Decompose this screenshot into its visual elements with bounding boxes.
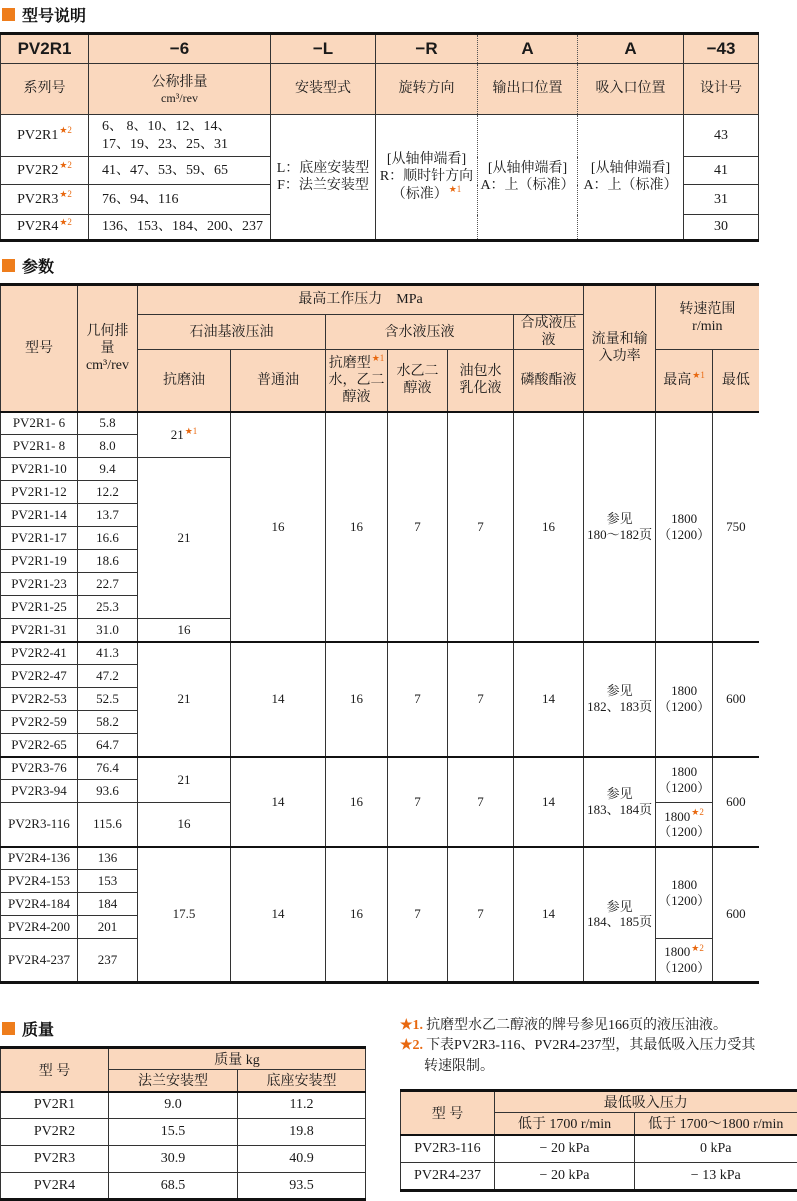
antiwear-oil-cell: 16: [138, 619, 231, 642]
speed-max-cell: 1800 （1200）: [656, 847, 713, 939]
inlet-options-cell: [578, 115, 684, 241]
mass-model-cell: PV2R1: [1, 1092, 109, 1119]
mass-model-cell: PV2R4: [1, 1173, 109, 1200]
notes-section: [400, 1014, 784, 1201]
note-marker: ★1: [371, 353, 385, 364]
flow-reference-cell: 参见 180～182页: [584, 412, 656, 642]
series-name: PV2R2: [17, 162, 59, 178]
speed-max-cell: 1800 （1200）: [656, 757, 713, 803]
series-cell: [1, 185, 89, 215]
displacement-cell: 64.7: [78, 734, 138, 757]
header-phosphate: 磷酸酯液: [514, 350, 584, 412]
rotation-value: [376, 168, 477, 203]
displacement-cell: 237: [78, 939, 138, 983]
flow-reference-cell: 参见 183、184页: [584, 757, 656, 847]
speed-min-cell: 600: [713, 757, 759, 847]
mounting-options-cell: [271, 115, 376, 241]
water-glycol-cell: 7: [388, 642, 448, 757]
label-mounting: 安装型式: [271, 64, 376, 115]
displacement-cell: 136: [78, 847, 138, 870]
model-designation-table: [0, 32, 759, 242]
model-cell: PV2R3-76: [1, 757, 78, 780]
ordinary-oil-cell: 14: [231, 757, 326, 847]
displacement-cell: 201: [78, 916, 138, 939]
outlet-options-cell: [478, 115, 578, 241]
mount-option-f: F：法兰安装型: [277, 178, 369, 193]
water-glycol-cell: 7: [388, 757, 448, 847]
model-cell: PV2R1-25: [1, 596, 78, 619]
phosphate-cell: 14: [514, 757, 584, 847]
label-outlet: 输出口位置: [478, 64, 578, 115]
code-outlet: A: [478, 34, 578, 64]
inlet-view-note: [从轴伸端看]: [590, 160, 671, 176]
header-water-fluid: 含水液压液: [326, 315, 514, 350]
rotation-options-cell: [376, 115, 478, 241]
speed-max-cell: [656, 803, 713, 847]
design-number-cell: 30: [684, 215, 759, 241]
design-number-cell: 31: [684, 185, 759, 215]
series-cell: [1, 215, 89, 241]
footnotes: [400, 1016, 758, 1077]
flow-reference-cell: 参见 184、185页: [584, 847, 656, 983]
heading-text: 参数: [22, 259, 55, 276]
suction-model-cell: PV2R3-116: [401, 1135, 495, 1163]
suction-header-group: 最低吸入压力: [495, 1091, 797, 1113]
suction-value-cell: − 13 kPa: [635, 1163, 797, 1191]
phosphate-cell: 16: [514, 412, 584, 642]
design-number-cell: 43: [684, 115, 759, 157]
mass-flange-cell: 15.5: [109, 1119, 238, 1146]
value: 1800: [664, 808, 691, 824]
rotation-view-note: [从轴伸端看]: [386, 151, 467, 167]
model-designation-heading: [2, 3, 758, 26]
displacement-cell: 93.6: [78, 780, 138, 803]
label-displacement-unit: cm³/rev: [161, 90, 198, 105]
note-marker: ★2: [59, 216, 72, 227]
header-speed-max: [656, 350, 713, 412]
displacement-cell: 8.0: [78, 435, 138, 458]
code-design: −43: [684, 34, 759, 64]
displacement-cell: 13.7: [78, 504, 138, 527]
model-cell: PV2R1- 8: [1, 435, 78, 458]
displacement-cell: 25.3: [78, 596, 138, 619]
footnote-2-text: 下表PV2R3-116、PV2R4-237型，其最低吸入压力受其: [426, 1038, 756, 1054]
header-ordinary-oil: 普通油: [231, 350, 326, 412]
header-antiwear-type-text2: 水，乙二醇液: [328, 372, 385, 405]
mass-foot-cell: 40.9: [238, 1146, 366, 1173]
displacement-cell: 184: [78, 893, 138, 916]
mass-header-flange: 法兰安装型: [109, 1070, 238, 1092]
mass-flange-cell: 68.5: [109, 1173, 238, 1200]
value: 21: [170, 426, 184, 442]
mass-model-cell: PV2R2: [1, 1119, 109, 1146]
model-cell: PV2R4-237: [1, 939, 78, 983]
antiwear-oil-cell: 16: [138, 803, 231, 847]
model-cell: PV2R2-59: [1, 711, 78, 734]
parameters-table: [0, 283, 759, 984]
displacement-list: 41、47、53、59、65: [89, 157, 271, 185]
speed-min-cell: 750: [713, 412, 759, 642]
heading-text: 型号说明: [22, 8, 87, 25]
series-name: PV2R1: [17, 127, 59, 143]
displacement-cell: 58.2: [78, 711, 138, 734]
model-cell: PV2R3-116: [1, 803, 78, 847]
footnote-2: [400, 1036, 758, 1056]
design-number-cell: 41: [684, 157, 759, 185]
model-cell: PV2R1-19: [1, 550, 78, 573]
parameters-heading: [2, 254, 758, 277]
note-marker: ★1: [448, 184, 462, 195]
heading-text: 质量: [22, 1022, 55, 1040]
header-speed-min: 最低: [713, 350, 759, 412]
model-cell: PV2R1- 6: [1, 412, 78, 435]
code-displacement: −6: [89, 34, 271, 64]
header-speed-range: 转速范围 r/min: [656, 285, 759, 350]
displacement-cell: 9.4: [78, 458, 138, 481]
model-cell: PV2R4-136: [1, 847, 78, 870]
note-marker: ★2: [59, 189, 72, 200]
header-antiwear-oil: 抗磨油: [138, 350, 231, 412]
water-glycol-cell: 7: [388, 412, 448, 642]
value: （1200）: [658, 824, 711, 840]
displacement-cell: 16.6: [78, 527, 138, 550]
orange-square-icon: [2, 1022, 15, 1035]
series-cell: [1, 157, 89, 185]
model-cell: PV2R1-31: [1, 619, 78, 642]
displacement-cell: 76.4: [78, 757, 138, 780]
header-water-glycol: 水乙二 醇液: [388, 350, 448, 412]
header-petroleum-oil: 石油基液压油: [138, 315, 326, 350]
antiwear-oil-cell: 21: [138, 757, 231, 803]
suction-header-model: 型 号: [401, 1091, 495, 1135]
ordinary-oil-cell: 14: [231, 642, 326, 757]
mass-header-model: 型 号: [1, 1048, 109, 1092]
footnote-1-text: 抗磨型水乙二醇液的牌号参见166页的液压油液。: [426, 1018, 728, 1034]
bottom-section: [0, 1014, 784, 1201]
code-mounting: −L: [271, 34, 376, 64]
displacement-list: 6、 8、10、12、14、 17、19、23、25、31: [89, 115, 271, 157]
note-marker: ★2: [691, 942, 704, 953]
model-cell: PV2R2-41: [1, 642, 78, 665]
outlet-value: A：上（标准）: [480, 178, 575, 193]
code-series: PV2R1: [1, 34, 89, 64]
model-cell: PV2R1-12: [1, 481, 78, 504]
speed-max-cell: 1800 （1200）: [656, 642, 713, 757]
mass-foot-cell: 93.5: [238, 1173, 366, 1200]
label-series: 系列号: [1, 64, 89, 115]
mass-heading: [2, 1017, 370, 1040]
note-marker: ★2: [59, 160, 72, 171]
displacement-cell: 47.2: [78, 665, 138, 688]
displacement-cell: 153: [78, 870, 138, 893]
model-cell: PV2R2-47: [1, 665, 78, 688]
ordinary-oil-cell: 16: [231, 412, 326, 642]
mount-option-l: L：底座安装型: [276, 160, 370, 176]
suction-model-cell: PV2R4-237: [401, 1163, 495, 1191]
header-max-pressure: 最高工作压力 MPa: [138, 285, 584, 315]
speed-min-cell: 600: [713, 847, 759, 983]
antiwear-water-glycol-cell: 16: [326, 757, 388, 847]
label-rotation: 旋转方向: [376, 64, 478, 115]
code-inlet: A: [578, 34, 684, 64]
header-flow-power: 流量和输 入功率: [584, 285, 656, 412]
ordinary-oil-cell: 14: [231, 847, 326, 983]
model-cell: PV2R4-184: [1, 893, 78, 916]
suction-header-low-speed: 低于 1700 r/min: [495, 1113, 635, 1135]
speed-max-cell: [656, 939, 713, 983]
label-inlet: 吸入口位置: [578, 64, 684, 115]
note-marker: ★2: [691, 807, 704, 818]
orange-square-icon: [2, 259, 15, 272]
inlet-value: A：上（标准）: [583, 178, 678, 193]
mass-flange-cell: 30.9: [109, 1146, 238, 1173]
value: 1800: [664, 944, 691, 960]
min-suction-pressure-table: [400, 1089, 797, 1192]
label-displacement: [89, 64, 271, 115]
displacement-cell: 52.5: [78, 688, 138, 711]
header-speed-max-text: 最高: [663, 372, 692, 388]
note-marker: ★1: [184, 425, 198, 436]
displacement-cell: 22.7: [78, 573, 138, 596]
header-synthetic-fluid: 合成液压液: [514, 315, 584, 350]
flow-reference-cell: 参见 182、183页: [584, 642, 656, 757]
note-marker: ★2: [59, 125, 72, 136]
antiwear-water-glycol-cell: 16: [326, 642, 388, 757]
emulsion-cell: 7: [448, 642, 514, 757]
mass-header-group: 质量 kg: [109, 1048, 366, 1070]
antiwear-water-glycol-cell: 16: [326, 847, 388, 983]
orange-square-icon: [2, 8, 15, 21]
displacement-list: 76、94、116: [89, 185, 271, 215]
series-cell: [1, 115, 89, 157]
displacement-cell: 41.3: [78, 642, 138, 665]
water-glycol-cell: 7: [388, 847, 448, 983]
header-antiwear-water-glycol: [326, 350, 388, 412]
displacement-cell: 18.6: [78, 550, 138, 573]
emulsion-cell: 7: [448, 757, 514, 847]
antiwear-water-glycol-cell: 16: [326, 412, 388, 642]
label-design: 设计号: [684, 64, 759, 115]
model-cell: PV2R4-200: [1, 916, 78, 939]
emulsion-cell: 7: [448, 847, 514, 983]
displacement-cell: 5.8: [78, 412, 138, 435]
mass-model-cell: PV2R3: [1, 1146, 109, 1173]
model-cell: PV2R1-14: [1, 504, 78, 527]
antiwear-oil-cell: 21: [138, 458, 231, 619]
model-cell: PV2R3-94: [1, 780, 78, 803]
label-displacement-text: 公称排量: [151, 75, 208, 91]
speed-min-cell: 600: [713, 642, 759, 757]
antiwear-oil-cell: 17.5: [138, 847, 231, 983]
model-cell: PV2R1-23: [1, 573, 78, 596]
star-1-marker: ★1.: [400, 1018, 424, 1034]
mass-table: [0, 1046, 366, 1201]
antiwear-oil-cell: 21: [138, 642, 231, 757]
mass-foot-cell: 19.8: [238, 1119, 366, 1146]
suction-value-cell: − 20 kPa: [495, 1163, 635, 1191]
value: （1200）: [658, 960, 711, 976]
model-cell: PV2R2-65: [1, 734, 78, 757]
suction-header-high-speed: 低于 1700～1800 r/min: [635, 1113, 797, 1135]
mass-flange-cell: 9.0: [109, 1092, 238, 1119]
header-model: 型号: [1, 285, 78, 412]
mass-section: [0, 1014, 370, 1201]
series-name: PV2R4: [17, 219, 59, 235]
series-name: PV2R3: [17, 191, 59, 207]
mass-foot-cell: 11.2: [238, 1092, 366, 1119]
header-displacement: 几何排量 cm³/rev: [78, 285, 138, 412]
suction-value-cell: − 20 kPa: [495, 1135, 635, 1163]
header-emulsion: 油包水 乳化液: [448, 350, 514, 412]
model-cell: PV2R1-17: [1, 527, 78, 550]
outlet-view-note: [从轴伸端看]: [487, 160, 568, 176]
star-2-marker: ★2.: [400, 1038, 424, 1054]
displacement-cell: 31.0: [78, 619, 138, 642]
rotation-value-text: R：顺时针方向 （标准）: [379, 169, 474, 202]
header-antiwear-type-text: 抗磨型: [328, 355, 371, 371]
model-cell: PV2R1-10: [1, 458, 78, 481]
footnote-2-continued: 转速限制。: [424, 1058, 494, 1074]
emulsion-cell: 7: [448, 412, 514, 642]
model-cell: PV2R4-153: [1, 870, 78, 893]
speed-max-cell: 1800 （1200）: [656, 412, 713, 642]
suction-value-cell: 0 kPa: [635, 1135, 797, 1163]
note-marker: ★1: [692, 370, 705, 381]
code-rotation: −R: [376, 34, 478, 64]
footnote-1: [400, 1016, 758, 1036]
phosphate-cell: 14: [514, 642, 584, 757]
mass-header-foot: 底座安装型: [238, 1070, 366, 1092]
displacement-cell: 12.2: [78, 481, 138, 504]
phosphate-cell: 14: [514, 847, 584, 983]
antiwear-oil-cell: [138, 412, 231, 458]
model-cell: PV2R2-53: [1, 688, 78, 711]
displacement-cell: 115.6: [78, 803, 138, 847]
displacement-list: 136、153、184、200、237: [89, 215, 271, 241]
